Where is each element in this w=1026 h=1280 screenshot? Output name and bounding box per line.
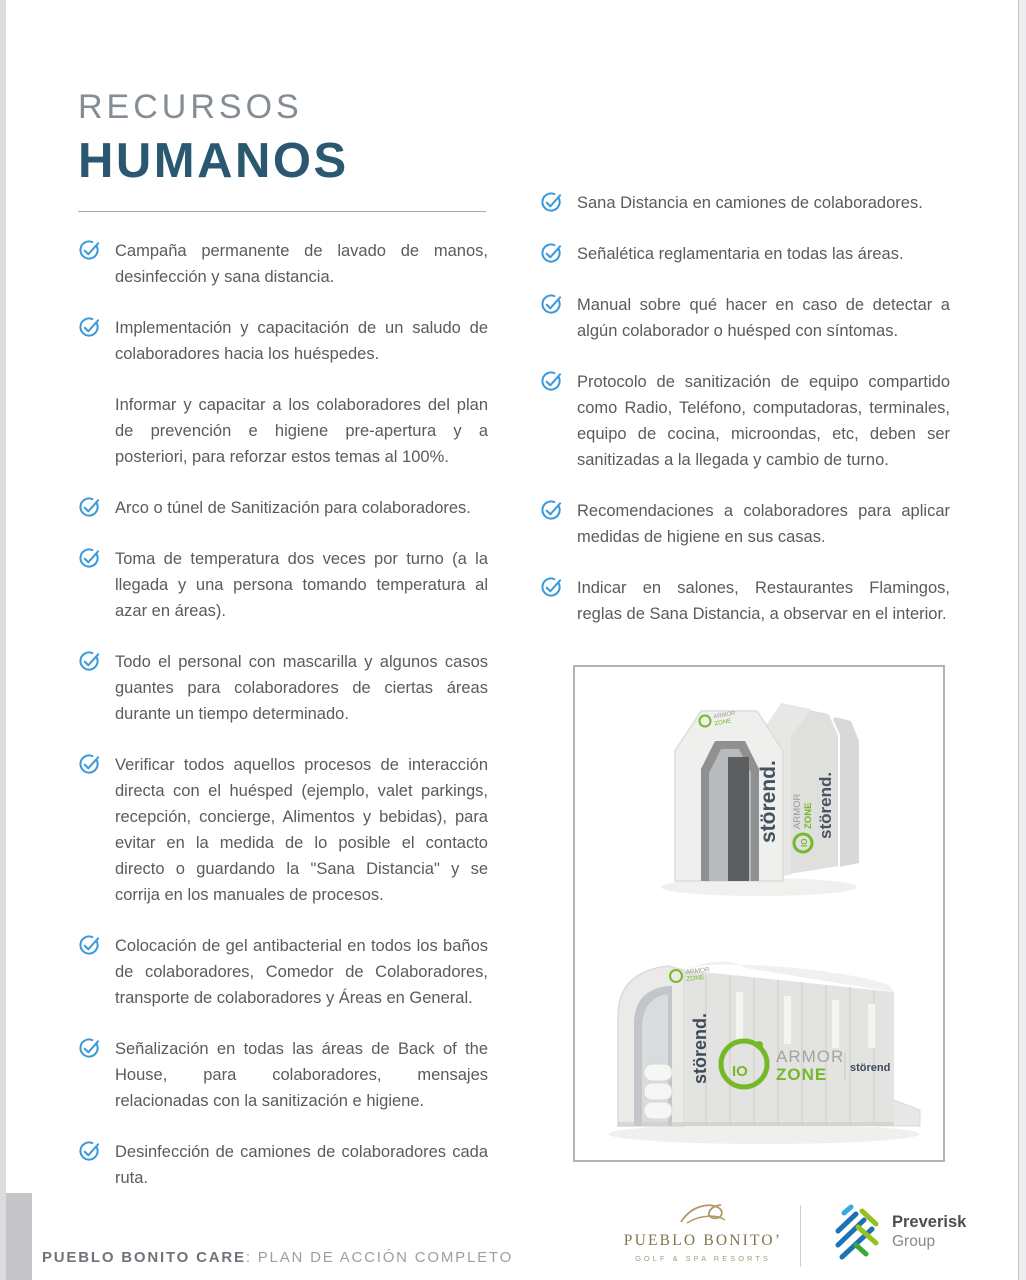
scan-corner-block	[6, 1193, 32, 1280]
pueblo-bonito-logo	[618, 1198, 788, 1263]
sanitization-tunnel-photo-1	[609, 675, 909, 910]
checklist-item	[78, 752, 488, 908]
svg-text:ZONE: ZONE	[686, 974, 705, 983]
checklist-item-text: Verificar todos aquellos procesos de interacción directa con el huésped (ejemplo, valet parkings, recepción, concierge, Alimentos y bebidas), para evitar en la medida de lo posible el contacto directo o guardando la "Sana Distancia" y se corrija en los manuales de procesos.	[115, 756, 488, 904]
title-humanos: HUMANOS	[78, 134, 349, 188]
checklist-item-text: Todo el personal con mascarilla y algunos casos guantes para colaboradores de ciertas áreas durante un tiempo determinado.	[115, 653, 488, 723]
check-icon	[78, 495, 102, 519]
check-icon	[78, 1036, 102, 1060]
svg-text:ARMOR: ARMOR	[776, 1047, 845, 1066]
checklist-item-text: Señalización en todas las áreas de Back of the House, para colaboradores, mensajes relacionadas con la sanitización e higiene.	[115, 1040, 488, 1110]
checklist-item	[540, 498, 950, 550]
check-icon	[78, 933, 102, 957]
check-icon	[540, 190, 564, 214]
checklist-item	[78, 1036, 488, 1114]
check-icon	[540, 241, 564, 265]
product-image-box	[573, 665, 945, 1162]
pueblo-bonito-name: PUEBLO BONITO’	[623, 1232, 783, 1249]
title-recursos: RECURSOS	[78, 88, 303, 126]
footer-label	[42, 1249, 513, 1266]
storend-vertical-label: störend.	[690, 1012, 710, 1084]
checklist-item	[78, 933, 488, 1011]
checklist-item-text: Desinfección de camiones de colaboradores cada ruta.	[115, 1143, 488, 1187]
pueblo-bonito-subtitle: GOLF & SPA RESORTS	[635, 1254, 771, 1263]
check-icon	[78, 752, 102, 776]
check-icon	[540, 292, 564, 316]
svg-text:ARMOR: ARMOR	[792, 793, 803, 829]
checklist-item-text: Colocación de gel antibacterial en todos los baños de colaboradores, Comedor de Colaboradores, transporte de colaboradores y Áreas en General.	[115, 937, 488, 1007]
checklist-item	[540, 190, 950, 216]
storend-rear-label: störend.	[816, 771, 835, 839]
preverisk-subtitle: Group	[892, 1233, 936, 1250]
scan-edge-right	[1018, 0, 1026, 1280]
preverisk-logo	[832, 1203, 966, 1261]
checklist-item-text: Recomendaciones a colaboradores para aplicar medidas de higiene en sus casas.	[577, 502, 950, 546]
svg-text:ZONE: ZONE	[714, 718, 732, 728]
checklist-item	[540, 292, 950, 344]
svg-text:IO: IO	[800, 838, 809, 847]
sanitization-tunnel-photo-2	[584, 916, 934, 1156]
check-icon	[78, 546, 102, 570]
title-divider	[78, 211, 486, 212]
checklist-item-text: Arco o túnel de Sanitización para colaboradores.	[115, 499, 471, 517]
checklist-item	[78, 1139, 488, 1191]
svg-text:störend: störend	[850, 1062, 891, 1074]
svg-text:IO: IO	[732, 1063, 748, 1080]
checklist-item-text: Toma de temperatura dos veces por turno (a la llegada y una persona tomando temperatura al azar en áreas).	[115, 550, 488, 620]
footer-label-bold: PUEBLO BONITO CARE	[42, 1249, 246, 1266]
right-column	[540, 190, 950, 1162]
check-icon	[540, 498, 564, 522]
check-icon	[540, 369, 564, 393]
checklist-item-text: Manual sobre qué hacer en caso de detectar a algún colaborador o huésped con síntomas.	[577, 296, 950, 340]
left-column	[78, 238, 488, 1216]
checklist-item	[540, 241, 950, 267]
preverisk-icon	[832, 1203, 882, 1261]
checklist-continuation	[78, 392, 488, 470]
checklist-item	[78, 238, 488, 290]
storend-vertical-label: störend.	[757, 760, 780, 843]
checklist-item-text: Indicar en salones, Restaurantes Flamingos, reglas de Sana Distancia, a observar en el interior.	[577, 579, 950, 623]
checklist-item	[78, 495, 488, 521]
checklist-item-text: Sana Distancia en camiones de colaboradores.	[577, 194, 923, 212]
footer-label-rest: : PLAN DE ACCIÓN COMPLETO	[245, 1249, 514, 1266]
checklist-item-text: Señalética reglamentaria en todas las áreas.	[577, 245, 904, 263]
checklist-item	[540, 575, 950, 627]
check-icon	[540, 575, 564, 599]
svg-text:ARMOR: ARMOR	[712, 710, 737, 721]
checklist-item	[78, 546, 488, 624]
svg-text:ZONE: ZONE	[776, 1065, 828, 1084]
check-icon	[78, 238, 102, 262]
checklist-item	[540, 369, 950, 473]
page-title	[78, 88, 488, 189]
pueblo-bonito-emblem-icon	[671, 1198, 735, 1226]
check-icon	[78, 315, 102, 339]
footer-divider	[800, 1205, 801, 1267]
checklist-item-text: Informar y capacitar a los colaboradores del plan de prevención e higiene pre-apertura y a posteriori, para reforzar estos temas al 100%.	[115, 396, 488, 466]
checklist-item	[78, 315, 488, 367]
scan-edge-left	[0, 0, 6, 1280]
check-icon	[78, 1139, 102, 1163]
checklist-item-text: Protocolo de sanitización de equipo compartido como Radio, Teléfono, computadoras, terminales, equipo de cocina, microondas, etc, deben ser sanitizadas a la llegada y cambio de turno.	[577, 373, 950, 469]
check-icon	[78, 649, 102, 673]
svg-text:ARMOR: ARMOR	[685, 966, 711, 976]
checklist-item-text: Implementación y capacitación de un saludo de colaboradores hacia los huéspedes.	[115, 319, 488, 363]
svg-text:ZONE: ZONE	[803, 802, 814, 829]
checklist-item	[78, 649, 488, 727]
preverisk-name: Preverisk	[892, 1213, 967, 1231]
checklist-item-text: Campaña permanente de lavado de manos, desinfección y sana distancia.	[115, 242, 488, 286]
